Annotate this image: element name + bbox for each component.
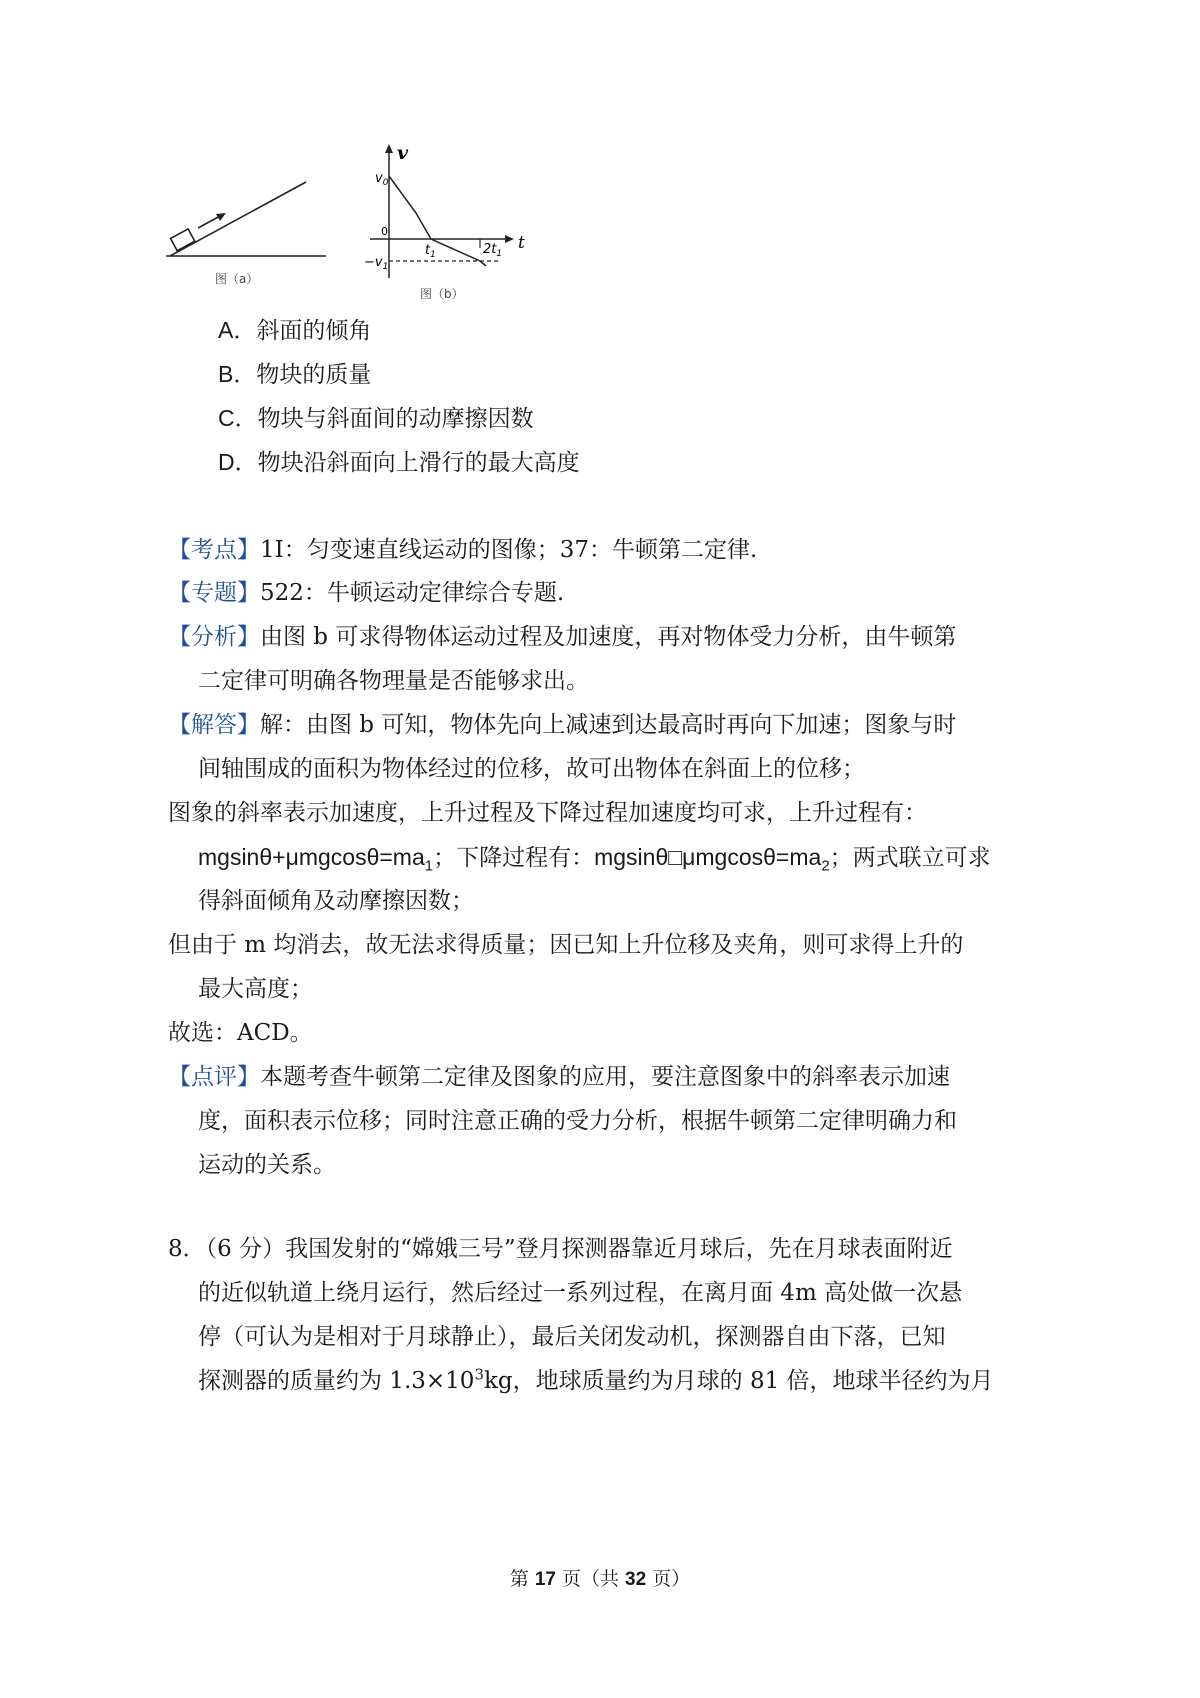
jieda-line-6: 但由于 m 均消去，故无法求得质量；因已知上升位移及夹角，则可求得上升的 [168, 932, 964, 958]
fenxi-tag: 【分析】 [168, 624, 260, 650]
current-page-number: 17 [534, 1569, 556, 1590]
t1-label: $t_1$ [425, 243, 436, 260]
zhuanti-line [168, 578, 564, 608]
jieda-line-7: 最大高度； [198, 976, 313, 1002]
q8-line-4: 探测器的质量约为 $1.3\times 10^3kg$，地球质量约为月球的 81 倍，地球半径约为月 [198, 1365, 994, 1394]
figure-b-vt-graph [360, 140, 540, 305]
q8-line-3: 停（可认为是相对于月球静止），最后关闭发动机，探测器自由下落，已知 [198, 1324, 946, 1350]
equation-up: $mgsin\theta+\mu mgcos\theta=ma_1$ [198, 844, 434, 875]
option-c: C．物块与斜面间的动摩擦因数 [218, 405, 534, 432]
dianping-tag: 【点评】 [168, 1064, 260, 1090]
kaodian-text: 1I：匀变速直线运动的图像；37：牛顿第二定律. [260, 537, 758, 563]
origin-label: 0 [381, 225, 388, 238]
option-a: A．斜面的倾角 [218, 317, 372, 344]
neg-v1-label: $-v_1$ [364, 255, 389, 272]
jieda-line-4: $mgsin\theta+\mu mgcos\theta=ma_1$；下降过程有：$mgsin\theta□\mu mgcos\theta=ma_2$；两式联立可求 [198, 844, 991, 875]
option-d: D．物块沿斜面向上滑行的最大高度 [218, 449, 580, 476]
equation-down: $mgsin\theta□\mu mgcos\theta=ma_2$ [594, 844, 830, 875]
jieda-tag: 【解答】 [168, 712, 260, 738]
fenxi-line-1: 【分析】由图 b 可求得物体运动过程及加速度，再对物体受力分析，由牛顿第 [168, 624, 957, 650]
kaodian-tag: 【考点】 [168, 537, 260, 563]
jieda-line-1: 【解答】解：由图 b 可知，物体先向上减速到达最高时再向下加速；图象与时 [168, 712, 957, 738]
t-axis-arrow [505, 235, 514, 243]
motion-arrow [198, 213, 226, 228]
velocity-curve [389, 176, 486, 266]
jieda-line-3: 图象的斜率表示加速度，上升过程及下降过程加速度均可求，上升过程有： [168, 800, 927, 826]
q8-line-1: 8．（6 分）我国发射的“嫦娥三号”登月探测器靠近月球后，先在月球表面附近 [168, 1236, 953, 1262]
q8-line-2: 的近似轨道上绕月运行，然后经过一系列过程，在离月面 4m 高处做一次悬 [198, 1280, 963, 1306]
page-footer: 第 17 页（共 32 页） [509, 1568, 691, 1590]
v0-label: $v_0$ [375, 171, 389, 188]
kaodian-line [168, 535, 757, 565]
figure-a-incline [160, 170, 340, 295]
block [171, 229, 195, 251]
incline-slope-line [170, 182, 306, 256]
figure-b-caption: 图（b） [420, 287, 464, 301]
jieda-answer: 故选：ACD。 [168, 1020, 313, 1046]
zhuanti-tag: 【专题】 [168, 580, 260, 606]
jieda-line-5: 得斜面倾角及动摩擦因数； [198, 888, 474, 914]
option-b: B．物块的质量 [218, 361, 372, 388]
axis-t-label: t [518, 233, 525, 253]
v-axis-arrow [385, 144, 393, 153]
axis-v-label: v [397, 142, 409, 164]
total-page-count: 32 [625, 1569, 647, 1590]
dianping-line-1: 【点评】本题考查牛顿第二定律及图象的应用，要注意图象中的斜率表示加速 [168, 1064, 950, 1090]
zhuanti-text: 522：牛顿运动定律综合专题. [260, 580, 565, 606]
fenxi-line-2: 二定律可明确各物理量是否能够求出。 [198, 668, 589, 694]
dianping-line-3: 运动的关系。 [198, 1152, 336, 1178]
2t1-label: $2t_1$ [483, 242, 503, 259]
dianping-line-2: 度，面积表示位移；同时注意正确的受力分析，根据牛顿第二定律明确力和 [198, 1108, 957, 1134]
figure-a-caption: 图（a） [215, 272, 259, 286]
jieda-line-2: 间轴围成的面积为物体经过的位移，故可出物体在斜面上的位移； [198, 756, 865, 782]
